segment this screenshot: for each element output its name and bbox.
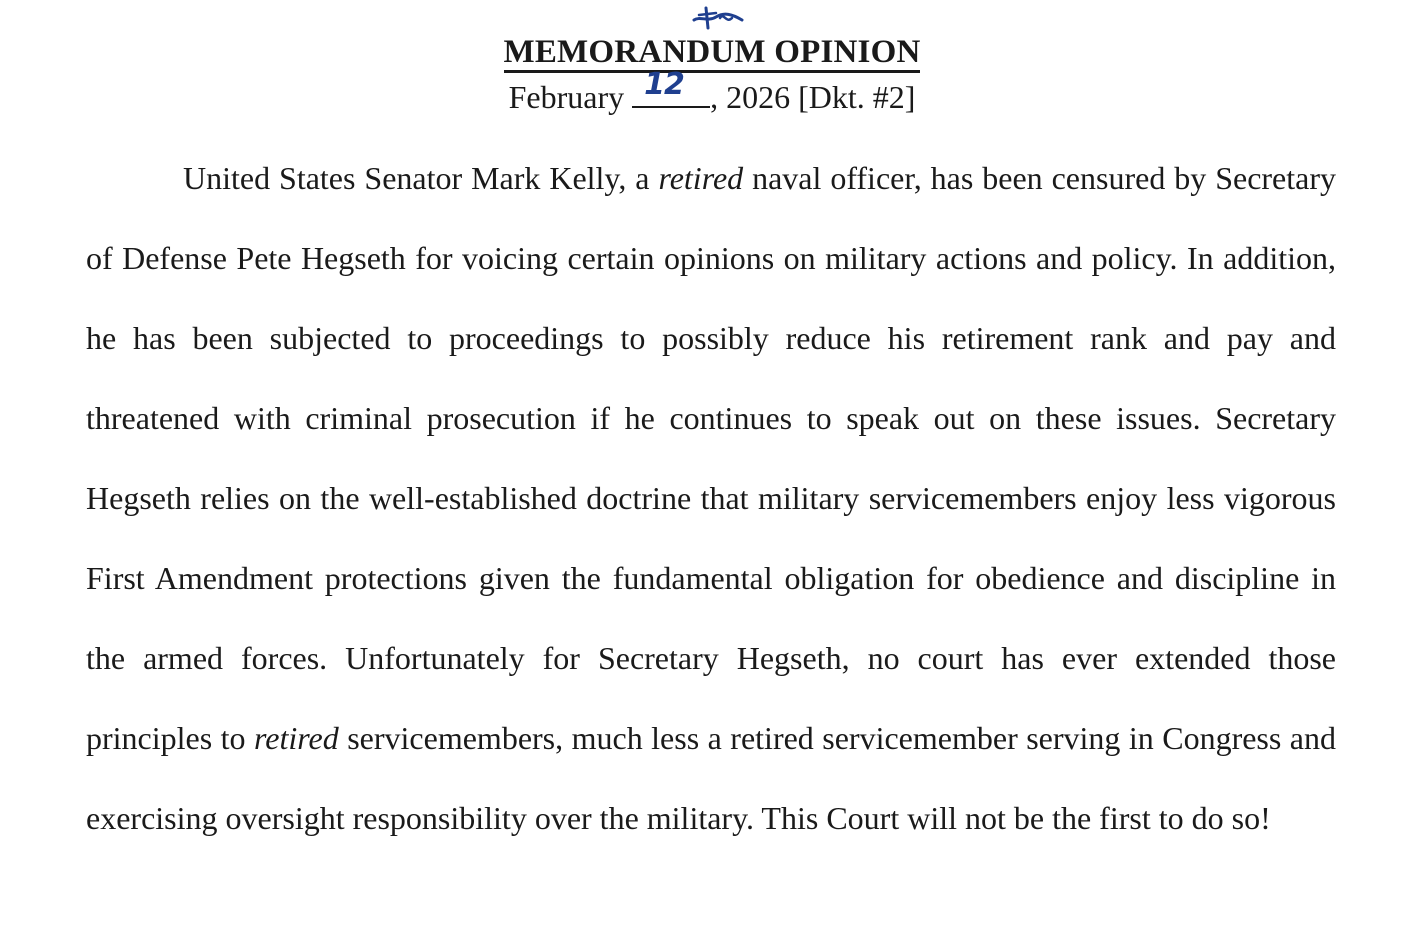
paragraph-text-3: servicemembers, much less a retired servicemember serving in Congress and exercising oversight responsibility over the military. This Court will not be the first to do so! [86,720,1337,836]
paragraph-text-1: United States Senator Mark Kelly, a [183,160,659,196]
emphasis-retired-1: retired [658,160,744,196]
opening-paragraph [86,138,1336,858]
emphasis-retired-2: retired [254,720,339,756]
title-text: MEMORANDUM OPINION [504,34,921,73]
document-title [0,32,1424,73]
date-day-blank [632,67,710,108]
date-line [0,67,1424,118]
date-month: February [508,79,625,115]
handwritten-initials-mark [686,2,750,32]
handwritten-day: 12 [644,67,684,102]
paragraph-text-2: naval officer, has been censured by Secretary of Defense Pete Hegseth for voicing certain opinions on military actions and policy. In addition, he has been subjected to proceedings to possibly reduce his retirement rank and pay and threatened with criminal prosecution if he continues to speak out on these issues. Secretary Hegseth relies on the well-established doctrine that military servicemembers enjoy less vigorous First Amendment protections given the fundamental obligation for obedience and discipline in the armed forces. Unfortunately for Secretary Hegseth, no court has ever extended those principles to [86,160,1337,756]
date-year-docket: , 2026 [Dkt. #2] [710,79,916,115]
